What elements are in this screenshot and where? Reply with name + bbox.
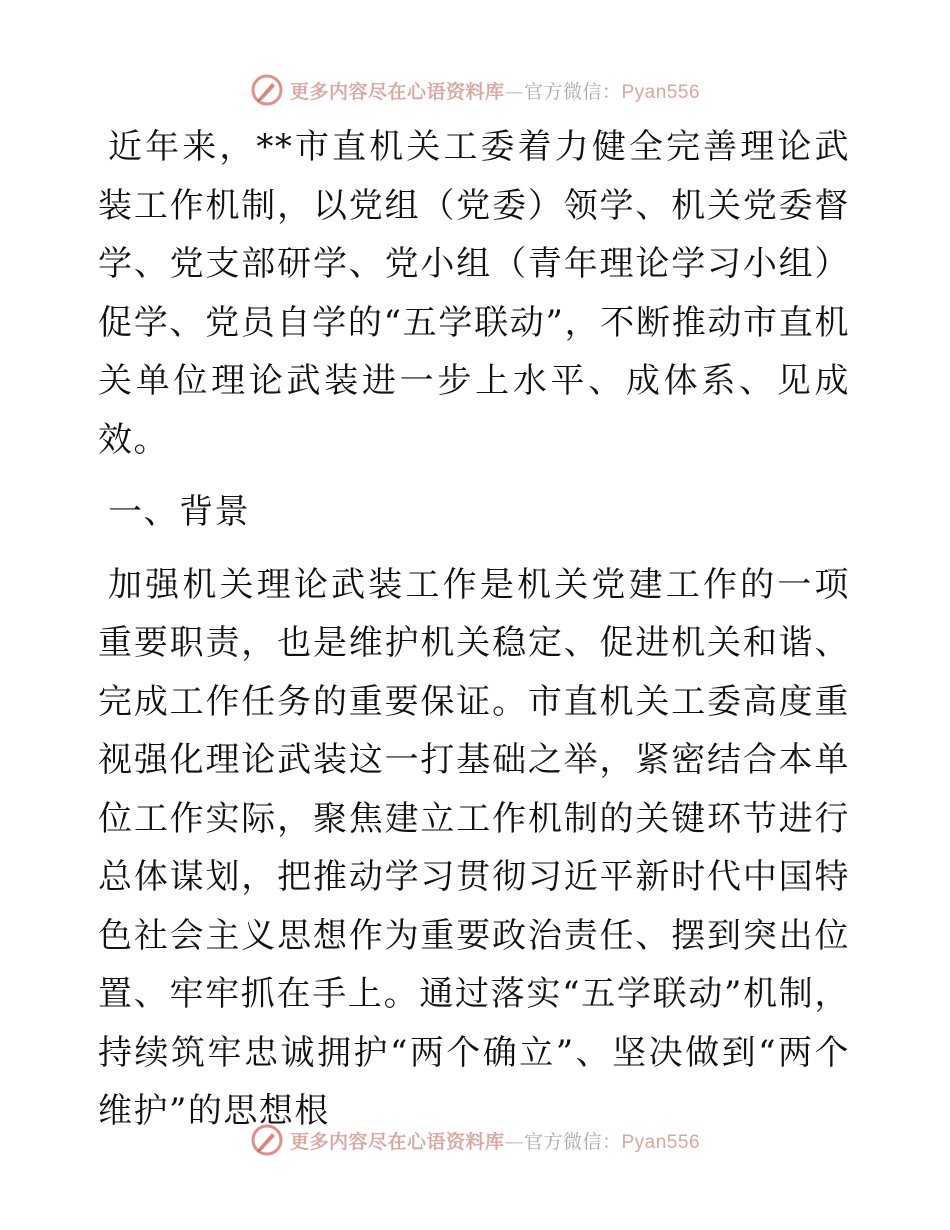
intro-paragraph: 近年来，**市直机关工委着力健全完善理论武装工作机制，以党组（党委）领学、机关党委督学、党支部研学、党小组（青年理论学习小组）促学、党员自学的“五学联动”，不断推动市直机关单位理论武装进一步上水平、成体系、见成效。 (98, 127, 850, 460)
pen-logo-icon (250, 73, 284, 107)
watermark-text: 更多内容尽在心语资料库—官方微信：Pyan556 (289, 80, 701, 103)
section-heading: 一、背景 (108, 492, 250, 532)
header-watermark (0, 70, 950, 110)
watermark-text: 更多内容尽在心语资料库—官方微信：Pyan556 (289, 1130, 701, 1153)
background-paragraph: 加强机关理论武装工作是机关党建工作的一项重要职责，也是维护机关稳定、促进机关和谐、完成工作任务的重要保证。市直机关工委高度重视强化理论武装这一打基础之举，紧密结合本单位工作实际，聚焦建立工作机制的关键环节进行总体谋划，把推动学习贯彻习近平新时代中国特色社会主义思想作为重要政治责任、摆到突出位置、牢牢抓在手上。通过落实“五学联动”机制，持续筑牢忠诚拥护“两个确立”、坚决做到“两个维护”的思想根 (98, 564, 850, 1131)
footer-watermark (0, 1120, 950, 1160)
document-body (98, 118, 850, 1141)
pen-logo-icon (250, 1123, 284, 1157)
